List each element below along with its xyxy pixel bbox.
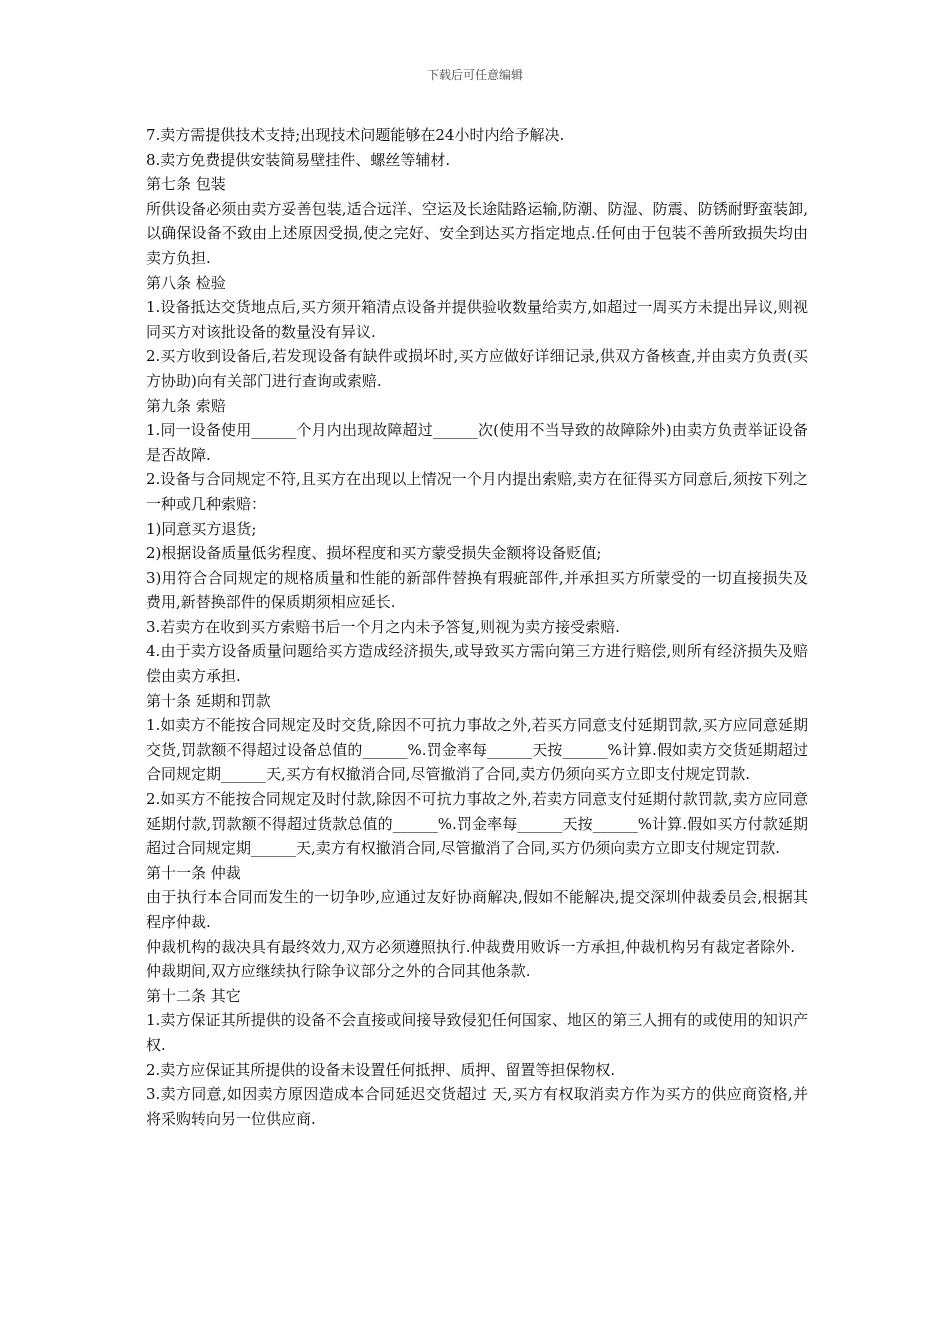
list-item: 3)用符合合同规定的规格质量和性能的新部件替换有瑕疵部件,并承担买方所蒙受的一切直接损失及费用,新替换部件的保质期须相应延长.: [146, 568, 808, 612]
section-heading: 第十条 延期和罚款: [146, 691, 271, 710]
document-body: [146, 123, 808, 1131]
paragraph: 3.卖方同意,如因卖方原因造成本合同延迟交货超过 天,买方有权取消卖方作为买方的供应商资格,并将采购转向另一位供应商.: [146, 1085, 808, 1128]
paragraph: 1.同一设备使用______个月内出现故障超过______次(使用不当导致的故障除外)由卖方负责举证设备是否故障.: [146, 421, 808, 464]
paragraph: 2.卖方应保证其所提供的设备未设置任何抵押、质押、留置等担保物权.: [146, 1060, 616, 1079]
paragraph: 仲裁期间,双方应继续执行除争议部分之外的合同其他条款.: [146, 962, 531, 981]
paragraph: 7.卖方需提供技术支持;出现技术问题能够在24小时内给予解决.: [146, 126, 565, 144]
paragraph: 8.卖方免费提供安装简易壁挂件、螺丝等辅材.: [146, 150, 451, 169]
list-item: 2)根据设备质量低劣程度、损坏程度和买方蒙受损失金额将设备贬值;: [146, 544, 602, 563]
paragraph: 2.设备与合同规定不符,且买方在出现以上情况一个月内提出索赔,卖方在征得买方同意后,须按下列之一种或几种索赔：: [146, 470, 808, 513]
section-heading: 第十一条 仲裁: [146, 863, 241, 882]
paragraph: 仲裁机构的裁决具有最终效力,双方必须遵照执行.仲裁费用败诉一方承担,仲裁机构另有裁定者除外.: [146, 937, 796, 956]
paragraph: 由于执行本合同而发生的一切争吵,应通过友好协商解决,假如不能解决,提交深圳仲裁委员会,根据其程序仲裁.: [146, 888, 808, 931]
paragraph: 1.如卖方不能按合同规定及时交货,除因不可抗力事故之外,若买方同意支付延期罚款,买方应同意延期交货,罚款额不得超过设备总值的______%.罚金率每______天按______%计算.假如卖方交货延期超过合同规定期______天,买方有权撤消合同,尽管撤消了合同,卖方仍须向买方立即支付规定罚款.: [146, 716, 808, 784]
page-header: 下载后可任意编辑: [426, 68, 523, 82]
paragraph: 3.若卖方在收到买方索赔书后一个月之内未予答复,则视为卖方接受索赔.: [146, 617, 620, 636]
list-item: 1)同意买方退货;: [146, 519, 257, 538]
paragraph: 2.如买方不能按合同规定及时付款,除因不可抗力事故之外,若卖方同意支付延期付款罚款,卖方应同意延期付款,罚款额不得超过货款总值的______%.罚金率每______天按______%计算.假如买方付款延期超过合同规定期______天,卖方有权撤消合同,尽管撤消了合同,买方仍须向卖方立即支付规定罚款.: [146, 790, 808, 858]
paragraph: 1.设备抵达交货地点后,买方须开箱清点设备并提供验收数量给卖方,如超过一周买方未提出异议,则视同买方对该批设备的数量没有异议.: [146, 298, 808, 341]
section-heading: 第八条 检验: [146, 273, 226, 292]
paragraph: 2.买方收到设备后,若发现设备有缺件或损坏时,买方应做好详细记录,供双方备核查,并由卖方负责(买方协助)向有关部门进行查询或索赔.: [146, 347, 808, 390]
paragraph: 4.由于卖方设备质量问题给买方造成经济损失,或导致买方需向第三方进行赔偿,则所有经济损失及赔偿由卖方承担.: [146, 642, 808, 686]
paragraph: 所供设备必须由卖方妥善包装,适合远洋、空运及长途陆路运输,防潮、防湿、防震、防锈耐野蛮装卸,以确保设备不致由上述原因受损,使之完好、安全到达买方指定地点.任何由于包装不善所致损失均由卖方负担.: [146, 199, 808, 267]
section-heading: 第十二条 其它: [146, 986, 241, 1005]
section-heading: 第七条 包装: [146, 175, 226, 194]
paragraph: 1.卖方保证其所提供的设备不会直接或间接导致侵犯任何国家、地区的第三人拥有的或使用的知识产权.: [146, 1011, 808, 1054]
section-heading: 第九条 索赔: [146, 396, 226, 415]
